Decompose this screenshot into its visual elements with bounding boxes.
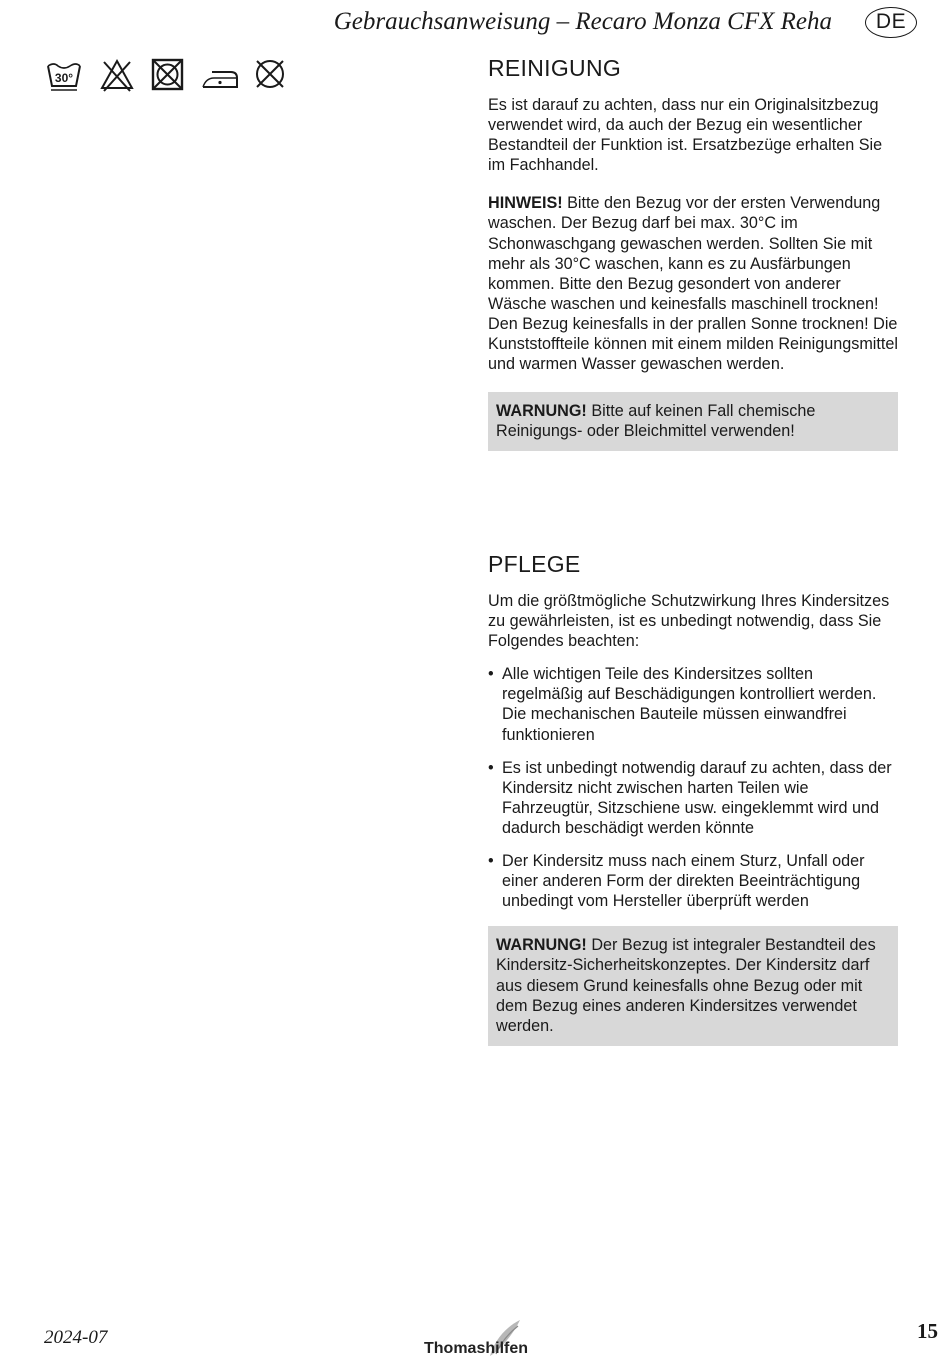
wash-30-gentle-icon (46, 57, 82, 93)
document-title: Gebrauchsanweisung – Recaro Monza CFX Reha (333, 8, 832, 35)
warning-box-chemicals (488, 392, 898, 451)
brand-name: Thomashilfen (424, 1340, 529, 1357)
section-title: REINIGUNG (488, 55, 622, 81)
page-number: 15 (917, 1319, 938, 1343)
warning-label: WARNUNG! (496, 936, 587, 955)
iron-low-icon (200, 57, 240, 93)
footer-date: 2024-07 (44, 1327, 108, 1348)
hinweis-label: HINWEIS! (488, 194, 563, 213)
section-title: PFLEGE (488, 551, 581, 577)
warning-text: Der Bezug ist integraler Bestandteil des Kindersitz-Sicherheitskonzeptes. Der Kindersitz darf aus diesem Grund keinesfalls ohne Bezug oder mit dem Bezug eines anderen Kindersitzes verwendet werden. (496, 936, 876, 1035)
care-bullet-list (488, 664, 898, 911)
list-item: • Alle wichtigen Teile des Kindersitzes sollten regelmäßig auf Beschädigungen kontrolliert werden. Die mechanischen Bauteile müssen einwandfrei funktionieren (488, 664, 898, 744)
warning-box-cover (488, 926, 898, 1045)
paragraph-intro: Um die größtmögliche Schutzwirkung Ihres Kindersitzes zu gewährleisten, ist es unbedingt notwendig, dass Sie Folgendes beachten: (488, 592, 890, 651)
list-item: • Der Kindersitz muss nach einem Sturz, Unfall oder einer anderen Form der direkten Beeinträchtigung unbedingt vom Hersteller überprüft werden (488, 851, 898, 911)
paragraph-original-cover: Es ist darauf zu achten, dass nur ein Originalsitzbezug verwendet wird, da auch der Bezug ein wesentlicher Bestandteil der Funktion ist. Ersatzbezüge erhalten Sie im Fachhandel. (488, 96, 883, 175)
language-badge: DE (865, 7, 917, 38)
no-tumble-dry-icon (150, 57, 186, 93)
no-bleach-icon (99, 57, 135, 93)
hinweis-paragraph (488, 193, 898, 374)
no-dry-clean-icon (253, 57, 289, 93)
section-reinigung (488, 55, 898, 451)
section-pflege (488, 551, 898, 1046)
warning-text: Bitte auf keinen Fall chemische Reinigungs- oder Bleichmittel verwenden! (496, 402, 816, 441)
hinweis-text: Bitte den Bezug vor der ersten Verwendung waschen. Der Bezug darf bei max. 30°C im Schonwaschgang gewaschen werden. Sollten Sie mit mehr als 30°C waschen, kann es zu Ausfärbungen kommen. Bitte den Bezug gesondert von anderer Wäsche waschen und keinesfalls maschinell trocknen! Den Bezug keinesfalls in der prallen Sonne trocknen! Die Kunststoffteile können mit einem milden Reinigungsmittel und warmen Wasser gewaschen werden. (488, 194, 898, 374)
warning-label: WARNUNG! (496, 402, 587, 421)
list-item: • Es ist unbedingt notwendig darauf zu achten, dass der Kindersitz nicht zwischen harten Teilen wie Fahrzeugtür, Sitzschiene usw. eingeklemmt wird und dadurch beschädigt werden könnte (488, 758, 898, 838)
wash-temp-label: 30° (54, 71, 74, 85)
